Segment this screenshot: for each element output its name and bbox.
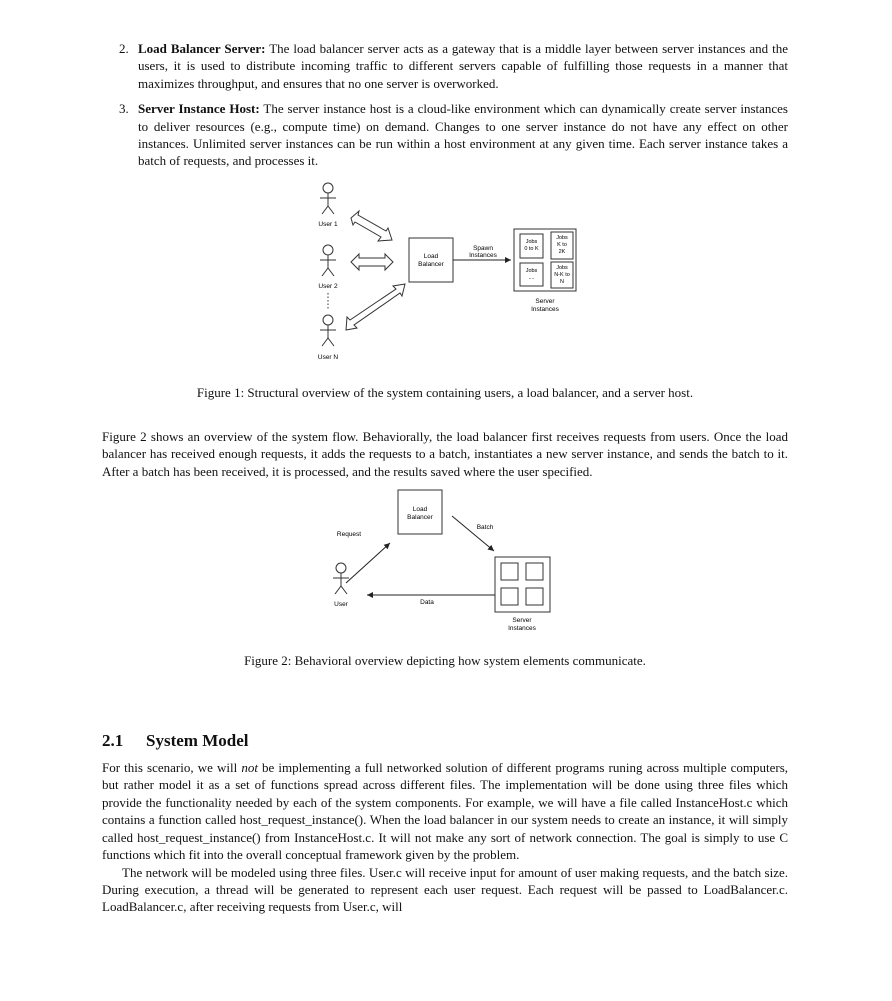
list-item-text: The load balancer server acts as a gateway that is a middle layer between server instances and the users, it is used to distribute incoming traffic to different servers capable of fulfilling those requests in a manner that maximizes throughput, and ensures that no one server is overworked. — [138, 41, 788, 91]
user-stick-figure — [333, 563, 349, 594]
component-list — [102, 40, 788, 170]
list-item-term: Server Instance Host: — [138, 101, 260, 117]
instance-box — [526, 588, 543, 605]
job-label: .... — [528, 274, 535, 281]
paragraph-system-flow: Figure 2 shows an overview of the system flow. Behaviorally, the load balancer first receives requests from users. Once the load balancer has received enough requests, it adds the requests to a batch, instantiates a new server instance, and sends the batch to it. After a batch has been received, it is processed, and the results saved where the user specified. — [102, 428, 788, 479]
section-title: System Model — [146, 731, 249, 751]
userN-stick-figure — [320, 315, 336, 346]
user1-stick-figure — [320, 183, 336, 214]
figure2-diagram — [330, 488, 560, 636]
job-label: Jobs — [556, 234, 568, 241]
instance-box — [501, 588, 518, 605]
server-instances-label-1: Server — [512, 617, 532, 625]
paragraph-text: be implementing a full networked solution of different programs runing across multiple computers, but rather model it as a set of functions spread across different files. The implementation will be done using three files which provide the functionality needed by each of the system components. For example, we will have a file called InstanceHost.c which contains a function called host_request_instance(). When the load balancer in our system needs to create an instance, it will simply called host_request_instance() from InstanceHost.c. It will not make any sort of network connection. The goal is simply to use C functions which fit into the overall conceptual framework given by the problem. — [102, 760, 789, 863]
double-arrow-userN — [346, 284, 405, 330]
user1-label: User 1 — [318, 220, 338, 228]
emphasis-not: not — [241, 760, 258, 776]
load-balancer-label-2: Balancer — [418, 260, 444, 268]
load-balancer-label-1: Load — [423, 252, 439, 260]
request-arrow — [346, 543, 390, 583]
paragraph-network-model: The network will be modeled using three files. User.c will receive input for amount of user making requests, and the batch size. During execution, a thread will be generated to represent each user request. Each request will be passed to LoadBalancer.c. LoadBalancer.c, after receiving requests from User.c, will — [102, 864, 788, 915]
figure1-caption: Figure 1: Structural overview of the system containing users, a load balancer, and a server host. — [196, 384, 694, 400]
batch-arrow — [452, 516, 494, 551]
server-instances-label-1: Server — [535, 297, 555, 305]
job-label: K to — [557, 241, 567, 248]
figure2-caption: Figure 2: Behavioral overview depicting how system elements communicate. — [244, 653, 646, 669]
section-heading — [102, 731, 788, 751]
data-label: Data — [420, 599, 434, 607]
user2-label: User 2 — [318, 282, 338, 290]
job-label: Jobs — [525, 238, 538, 245]
userN-label: User N — [317, 353, 339, 361]
section-number: 2.1 — [102, 731, 124, 751]
instance-box — [501, 563, 518, 580]
paragraph-text: For this scenario, we will — [102, 760, 242, 776]
job-label: Jobs — [525, 267, 538, 274]
server-instances-label-2: Instances — [531, 305, 559, 313]
job-label: 2K — [558, 248, 566, 255]
figure1-diagram — [305, 182, 585, 367]
page — [102, 40, 788, 916]
batch-label: Batch — [476, 524, 494, 532]
job-label: N-K to — [554, 271, 570, 278]
job-label: Jobs — [556, 264, 568, 271]
double-arrow-user2 — [351, 254, 393, 270]
job-label: 0 to K — [524, 245, 539, 252]
server-instances-label-2: Instances — [508, 625, 536, 633]
request-label: Request — [336, 531, 362, 539]
spawn-label-2: Instances — [469, 251, 497, 259]
load-balancer-label-1: Load — [412, 506, 428, 514]
list-item-load-balancer — [102, 40, 788, 92]
list-item-number: 2. — [119, 41, 129, 56]
user2-stick-figure — [320, 245, 336, 276]
double-arrow-user1 — [351, 211, 392, 241]
spawn-label-1: Spawn — [473, 244, 493, 252]
load-balancer-label-2: Balancer — [407, 514, 433, 522]
user-label: User — [334, 601, 348, 609]
job-label: N — [560, 278, 564, 285]
list-item-server-host — [102, 100, 788, 170]
list-item-term: Load Balancer Server: — [138, 41, 266, 56]
load-balancer-box — [409, 238, 453, 282]
instance-box — [526, 563, 543, 580]
paragraph-system-model — [102, 759, 788, 863]
list-item-text: The server instance host is a cloud-like environment which can dynamically create server instances to deliver resources (e.g., compute time) on demand. Changes to one server instance do not have any effect on other instances. Unlimited server instances can be run within a host environment at any given time. Each server instance takes a batch of requests, and processes it. — [138, 101, 788, 169]
list-item-number: 3. — [119, 101, 129, 117]
